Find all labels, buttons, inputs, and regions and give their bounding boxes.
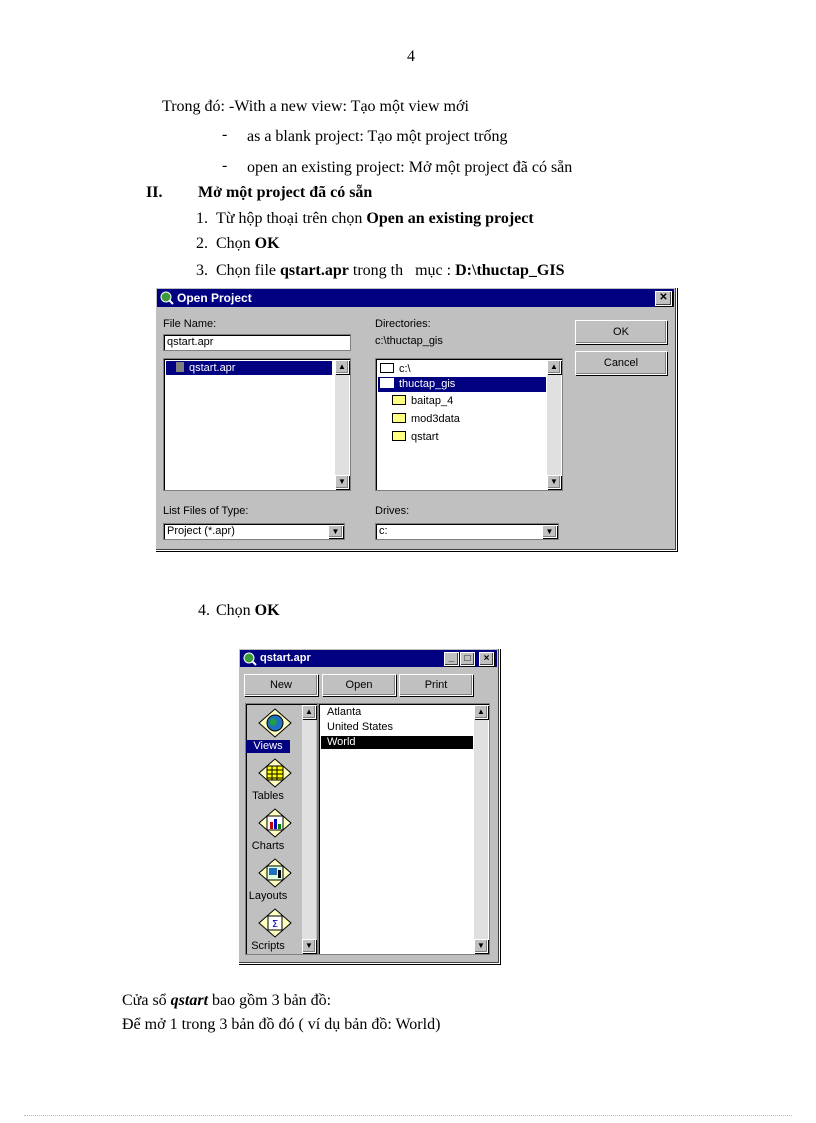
directory-list[interactable] bbox=[375, 358, 563, 491]
magnifier-globe-icon bbox=[160, 291, 174, 305]
tables-icon[interactable] bbox=[258, 758, 292, 788]
minimize-button[interactable]: _ bbox=[444, 652, 459, 666]
dialog-title: Open Project bbox=[177, 291, 252, 305]
step-3 bbox=[216, 262, 564, 280]
directory-list-scrollbar[interactable] bbox=[547, 360, 561, 489]
magnifier-globe-icon bbox=[243, 652, 257, 666]
step-3-mid: trong th mục : bbox=[348, 262, 456, 279]
category-panel[interactable] bbox=[245, 703, 318, 955]
open-project-dialog bbox=[155, 287, 677, 551]
category-views[interactable]: Views bbox=[246, 740, 290, 753]
step-2-text: Chọn bbox=[216, 235, 255, 252]
category-charts[interactable]: Charts bbox=[251, 840, 285, 852]
open-button[interactable]: Open bbox=[322, 674, 396, 696]
file-type-value: Project (*.apr) bbox=[167, 525, 235, 537]
footer-italic: qstart bbox=[170, 992, 209, 1009]
footer-line-1: Cửa sổ qstart bao gồm 3 bản đồ: bbox=[122, 992, 332, 1009]
chevron-down-icon[interactable]: ▼ bbox=[328, 525, 343, 538]
step-4 bbox=[216, 602, 280, 620]
page-number: 4 bbox=[407, 48, 415, 65]
maximize-button[interactable]: □ bbox=[460, 652, 475, 666]
current-directory: c:\thuctap_gis bbox=[375, 335, 443, 347]
file-list-scrollbar[interactable] bbox=[335, 360, 349, 489]
print-button[interactable]: Print bbox=[399, 674, 473, 696]
bullet-marker: - bbox=[222, 157, 228, 174]
directory-item[interactable]: baitap_4 bbox=[392, 394, 453, 408]
scroll-down-icon[interactable]: ▼ bbox=[302, 939, 316, 953]
category-scripts[interactable]: Scripts bbox=[251, 940, 285, 952]
intro-text: Trong đó: -With a new view: Tạo một view mới bbox=[162, 98, 469, 115]
step-3-text: Chọn file bbox=[216, 262, 280, 279]
directory-item[interactable]: mod3data bbox=[392, 412, 460, 426]
new-button[interactable]: New bbox=[244, 674, 318, 696]
category-layouts[interactable]: Layouts bbox=[248, 890, 288, 902]
scroll-down-icon[interactable]: ▼ bbox=[335, 475, 349, 489]
step-3-bold: qstart.apr bbox=[280, 262, 349, 279]
step-2-bold: OK bbox=[254, 235, 280, 252]
project-window bbox=[238, 648, 500, 964]
scroll-up-icon[interactable]: ▲ bbox=[335, 360, 349, 374]
scroll-up-icon[interactable]: ▲ bbox=[302, 705, 316, 719]
file-list-item-label: qstart.apr bbox=[189, 362, 236, 374]
step-4-bold: OK bbox=[254, 602, 280, 619]
file-type-label: List Files of Type: bbox=[163, 505, 249, 517]
folder-icon bbox=[392, 413, 406, 423]
file-icon bbox=[176, 362, 184, 372]
file-type-select[interactable] bbox=[163, 523, 345, 540]
file-list-item[interactable] bbox=[166, 361, 332, 375]
views-icon[interactable] bbox=[258, 708, 292, 738]
page-bottom-rule bbox=[24, 1115, 792, 1116]
scroll-up-icon[interactable]: ▲ bbox=[547, 360, 561, 374]
scroll-up-icon[interactable]: ▲ bbox=[474, 705, 488, 719]
file-name-input[interactable]: qstart.apr bbox=[163, 334, 351, 351]
svg-text:Σ: Σ bbox=[271, 919, 279, 930]
open-folder-icon bbox=[380, 378, 394, 388]
document-list[interactable] bbox=[318, 703, 490, 955]
section-number: II. bbox=[146, 184, 163, 201]
step-1-bold: Open an existing project bbox=[366, 210, 534, 227]
section-title: Mở một project đã có sẵn bbox=[198, 184, 373, 201]
scripts-icon[interactable] bbox=[258, 908, 292, 938]
list-item[interactable]: United States bbox=[327, 721, 394, 733]
step-4-text: Chọn bbox=[216, 602, 255, 619]
file-list[interactable] bbox=[163, 358, 351, 491]
dialog-close-button[interactable]: ✕ bbox=[655, 291, 672, 306]
bullet-item: open an existing project: Mở một project đã có sẵn bbox=[247, 159, 573, 176]
file-name-label: File Name: bbox=[163, 318, 217, 330]
drives-value: c: bbox=[379, 525, 388, 537]
bullet-item: as a blank project: Tạo một project trống bbox=[247, 128, 508, 145]
drives-label: Drives: bbox=[375, 505, 410, 517]
list-item[interactable]: Atlanta bbox=[327, 706, 362, 718]
directories-label: Directories: bbox=[375, 318, 431, 330]
project-title: qstart.apr bbox=[260, 652, 311, 664]
folder-icon bbox=[392, 395, 406, 405]
directory-item[interactable]: c:\ bbox=[380, 362, 411, 376]
footer-line-2: Để mở 1 trong 3 bản đồ đó ( ví dụ bản đồ: World) bbox=[122, 1016, 441, 1033]
step-1-text: Từ hộp thoại trên chọn bbox=[216, 210, 367, 227]
step-2-number: 2. bbox=[196, 235, 208, 252]
drives-select[interactable] bbox=[375, 523, 559, 540]
step-4-number: 4. bbox=[198, 602, 210, 619]
document-list-scrollbar[interactable] bbox=[474, 705, 488, 953]
close-button[interactable]: × bbox=[479, 652, 494, 666]
step-1 bbox=[216, 210, 534, 228]
charts-icon[interactable] bbox=[258, 808, 292, 838]
step-3-path: D:\thuctap_GIS bbox=[455, 262, 565, 279]
step-1-number: 1. bbox=[196, 210, 208, 227]
category-scrollbar[interactable] bbox=[302, 705, 316, 953]
folder-icon bbox=[392, 431, 406, 441]
bullet-marker: - bbox=[222, 126, 228, 143]
dialog-title-bar bbox=[157, 289, 674, 307]
directory-item-selected[interactable]: thuctap_gis bbox=[378, 377, 546, 392]
scroll-down-icon[interactable]: ▼ bbox=[474, 939, 488, 953]
step-3-number: 3. bbox=[196, 262, 208, 279]
open-folder-icon bbox=[380, 363, 394, 373]
directory-item[interactable]: qstart bbox=[392, 430, 439, 444]
category-tables[interactable]: Tables bbox=[252, 790, 284, 802]
chevron-down-icon[interactable]: ▼ bbox=[542, 525, 557, 538]
scroll-down-icon[interactable]: ▼ bbox=[547, 475, 561, 489]
step-2 bbox=[216, 235, 280, 253]
list-item-selected[interactable]: World bbox=[321, 736, 473, 749]
layouts-icon[interactable] bbox=[258, 858, 292, 888]
cancel-button[interactable]: Cancel bbox=[575, 351, 667, 375]
ok-button[interactable]: OK bbox=[575, 320, 667, 344]
